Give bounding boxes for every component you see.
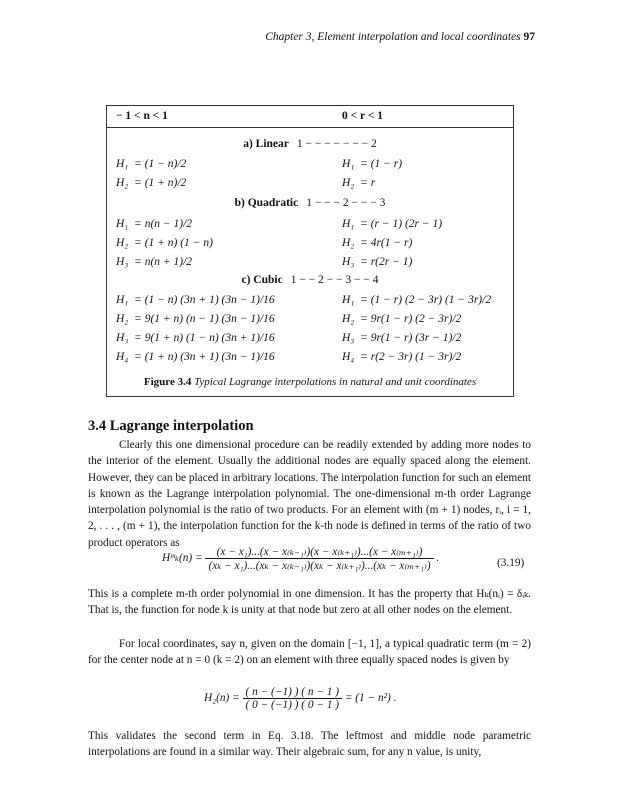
linear-unit-h1: H₁ = (1 − r) (342, 158, 403, 170)
running-head (265, 31, 535, 43)
figure-caption-text: Typical Lagrange interpolations in natural and unit coordinates (194, 376, 477, 388)
paragraph-property: This is a complete m-th order polynomial in one dimension. It has the property that Hₖ(nᵢ) = δᵢₖ. That is, the function for node k is unity at that node but zero at all other nodes on the element. (88, 588, 531, 617)
cubic-natural-h4: H₄ = (1 + n) (3n + 1) (3n − 1)/16 (116, 351, 275, 363)
equation-3-19-fraction (205, 545, 433, 572)
figure-3-4 (106, 105, 514, 397)
cubic-natural-h2: H₂ = 9(1 + n) (n − 1) (3n − 1)/16 (116, 313, 275, 325)
equation-h2-lhs: H₂(n) = (204, 692, 240, 705)
cubic-unit-h2: H₂ = 9r(1 − r) (2 − 3r)/2 (342, 313, 462, 325)
natural-coordinate-range: − 1 < n < 1 (116, 110, 168, 122)
quadratic-natural-h2: H₂ = (1 + n) (1 − n) (116, 237, 213, 249)
equation-h2-denominator: ( 0 − (−1) ) ( 0 − 1 ) (245, 699, 339, 711)
quadratic-unit-h2: H₂ = 4r(1 − r) (342, 237, 413, 249)
section-heading: 3.4 Lagrange interpolation (88, 418, 254, 434)
cubic-node-diagram: 1 − − 2 − − 3 − − 4 (290, 274, 379, 286)
paragraph-intro: Clearly this one dimensional procedure can be readily extended by adding more nodes to the interior of the element. Usually the additional nodes are equally spaced along the element. However, they can be placed in arbitrary locations. The interpolation function for such an element is known as the Lagrange interpolation polynomial. The one-dimensional m-th order Lagrange interpolation polynomial is the ratio of two products. For an element with (m + 1) nodes, rᵢ, i = 1, 2, . . . , (m + 1), the interpolation function for the k-th node is defined in terms of the ratio of two product operators as (88, 439, 531, 549)
linear-natural-h1: H₁ = (1 − n)/2 (116, 158, 187, 170)
quadratic-section-title: b) Quadratic 1 − − − 2 − − − 3 (234, 197, 386, 209)
quadratic-node-diagram: 1 − − − 2 − − − 3 (306, 197, 386, 209)
equation-3-19-numerator: (x − x₁)...(x − x₍ₖ₋₁₎)(x − x₍ₖ₊₁₎)...(x − x₍ₘ₊₁₎) (205, 545, 433, 559)
linear-section-title: a) Linear 1 − − − − − − − 2 (243, 138, 377, 150)
equation-h2-rhs: = (1 − n²) . (344, 692, 397, 705)
cubic-unit-h1: H₁ = (1 − r) (2 − 3r) (1 − 3r)/2 (342, 294, 492, 306)
linear-natural-h2: H₂ = (1 + n)/2 (116, 177, 187, 189)
cubic-unit-h4: H₄ = r(2 − 3r) (1 − 3r)/2 (342, 351, 462, 363)
cubic-section-title: c) Cubic 1 − − 2 − − 3 − − 4 (241, 274, 379, 286)
figure-caption (107, 376, 513, 388)
equation-h2-numerator: ( n − (−1) ) ( n − 1 ) (243, 686, 342, 699)
equation-h2 (204, 686, 396, 711)
cubic-unit-h3: H₃ = 9r(1 − r) (3r − 1)/2 (342, 332, 462, 344)
running-head-title: Chapter 3, Element interpolation and local coordinates (265, 31, 521, 43)
linear-unit-h2: H₂ = r (342, 177, 376, 189)
equation-3-19-denominator: (xₖ − x₁)...(xₖ − x₍ₖ₋₁₎)(xₖ − x₍ₖ₊₁₎)...(xₖ − x₍ₘ₊₁₎) (208, 560, 431, 572)
figure-caption-label: Figure 3.4 (143, 376, 192, 388)
quadratic-natural-h1: H₁ = n(n − 1)/2 (116, 218, 193, 230)
cubic-natural-h3: H₃ = 9(1 + n) (1 − n) (3n + 1)/16 (116, 332, 275, 344)
paragraph-local-coordinates: For local coordinates, say n, given on the domain [−1, 1], a typical quadratic term (m = 2) for the center node at n = 0 (k = 2) on an element with three equally spaced nodes is given by (88, 638, 531, 667)
quadratic-natural-h3: H₃ = n(n + 1)/2 (116, 256, 193, 268)
quadratic-unit-h3: H₃ = r(2r − 1) (342, 256, 413, 268)
linear-node-diagram: 1 − − − − − − − 2 (296, 138, 377, 150)
quadratic-unit-h1: H₁ = (r − 1) (2r − 1) (342, 218, 443, 230)
figure-header-row (107, 106, 513, 128)
equation-h2-fraction (243, 686, 342, 711)
unit-coordinate-range: 0 < r < 1 (342, 110, 384, 122)
paragraph-validation: This validates the second term in Eq. 3.18. The leftmost and middle node parametric interpolations are found in a similar way. Their algebraic sum, for any n value, is unity, (88, 730, 531, 759)
equation-3-19-period: . (436, 552, 440, 565)
page-number: 97 (523, 31, 535, 43)
cubic-natural-h1: H₁ = (1 − n) (3n + 1) (3n − 1)/16 (116, 294, 275, 306)
equation-number-3-19: (3.19) (497, 557, 525, 569)
equation-3-19-lhs: Hᵐₖ(n) = (162, 552, 203, 565)
equation-3-19 (162, 545, 439, 572)
